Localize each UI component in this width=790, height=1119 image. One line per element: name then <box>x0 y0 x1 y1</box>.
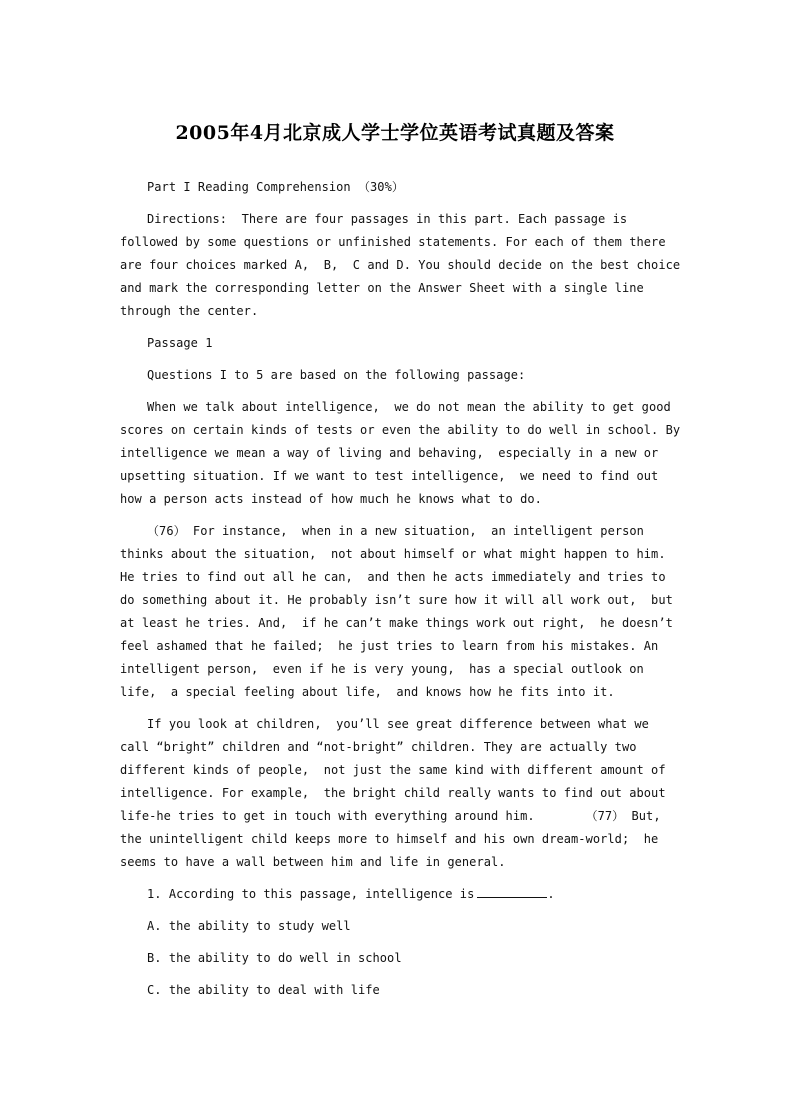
text-line: and mark the corresponding letter on the Answer Sheet with a single line <box>120 281 644 295</box>
text-line: the unintelligent child keeps more to himself and his own dream-world; he <box>120 832 659 846</box>
text-line: life, a special feeling about life, and knows how he fits into it. <box>120 685 615 699</box>
text-line: followed by some questions or unfinished statements. For each of them there <box>120 235 666 249</box>
text-line: do something about it. He probably isn’t sure how it will all work out, but <box>120 593 673 607</box>
text-line: feel ashamed that he failed; he just tries to learn from his mistakes. An <box>120 639 659 653</box>
text-line: intelligence we mean a way of living and behaving, especially in a new or <box>120 446 659 460</box>
option-a: A. the ability to study well <box>147 919 351 933</box>
document-title: 2005年4月北京成人学士学位英语考试真题及答案 <box>175 122 615 144</box>
text-line: When we talk about intelligence, we do not mean the ability to get good <box>147 400 671 414</box>
text-line: scores on certain kinds of tests or even the ability to do well in school. By <box>120 423 681 437</box>
option-c: C. the ability to deal with life <box>147 983 380 997</box>
text-line: at least he tries. And, if he can’t make things work out right, he doesn’t <box>120 616 673 630</box>
answer-blank <box>477 885 547 898</box>
text-line: Directions: There are four passages in this part. Each passage is <box>147 212 628 226</box>
text-line: He tries to find out all he can, and then he acts immediately and tries to <box>120 570 666 584</box>
question-1 <box>120 883 665 906</box>
passage-paragraph-1 <box>120 396 681 511</box>
option-b: B. the ability to do well in school <box>147 951 402 965</box>
passage-label: Passage 1 <box>147 336 213 350</box>
text-line: intelligent person, even if he is very young, has a special outlook on <box>120 662 644 676</box>
question-1-end: . <box>547 887 555 901</box>
text-line: （76） For instance, when in a new situation, an intelligent person <box>147 524 644 538</box>
text-line: thinks about the situation, not about himself or what might happen to him. <box>120 547 666 561</box>
text-line: intelligence. For example, the bright child really wants to find out about <box>120 786 666 800</box>
text-line: are four choices marked A, B, C and D. You should decide on the best choice <box>120 258 681 272</box>
questions-intro: Questions I to 5 are based on the following passage: <box>147 368 526 382</box>
question-1-stem: 1. According to this passage, intelligence is <box>147 887 475 901</box>
text-line: If you look at children, you’ll see great difference between what we <box>147 717 649 731</box>
text-line: through the center. <box>120 304 259 318</box>
text-line: different kinds of people, not just the same kind with different amount of <box>120 763 666 777</box>
text-line: call “bright” children and “not-bright” children. They are actually two <box>120 740 637 754</box>
text-line: seems to have a wall between him and life in general. <box>120 855 506 869</box>
document-body <box>120 176 681 1011</box>
text-line: how a person acts instead of how much he knows what to do. <box>120 492 542 506</box>
passage-paragraph-2 <box>120 520 673 704</box>
passage-paragraph-3 <box>120 713 665 874</box>
part-heading: Part I Reading Comprehension （30%） <box>147 180 404 194</box>
text-line: life-he tries to get in touch with everything around him. （77） But, <box>120 809 661 823</box>
text-line: upsetting situation. If we want to test intelligence, we need to find out <box>120 469 659 483</box>
directions-paragraph <box>120 208 681 323</box>
